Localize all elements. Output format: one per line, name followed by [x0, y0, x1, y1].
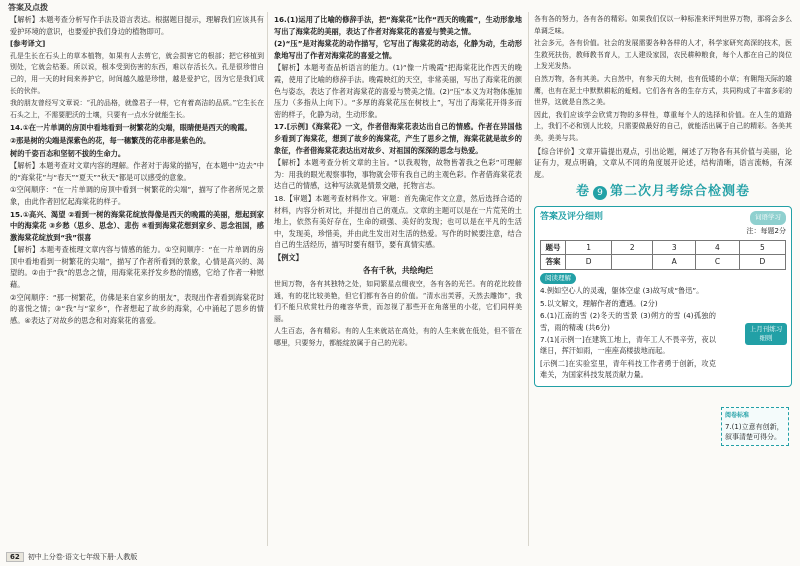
answer-cell: D — [566, 255, 612, 270]
answer-cell — [612, 255, 653, 270]
answer-box-header — [540, 211, 786, 225]
analysis-paragraph: ②空间顺序：“那一树繁花，仿佛是来自家乡的朋友”，表现出作者看到海棠花时的喜悦之情；③“我”与“家乡”，作者想起了故乡的海棠，心中涌起了思乡的情感。④表达了对故乡的思念和对海棠花的喜爱。 — [10, 292, 264, 325]
analysis-paragraph: 【解析】本题考查分析文章的主旨。“以我观物，故物皆著我之色彩”可理解为：用我的眼光观察事物，事物就会带有我自己的主观色彩。作者借海棠花表达自己的情感，这种写法就是情景交融，托物言志。 — [274, 158, 522, 191]
answer-item: 6.(1)江南的雪 (2)冬天的雪景 (3)朔方的雪 (4)孤独的雪，雨的精魂 (共6分) — [540, 311, 716, 332]
question-16-answer: 16.(1)运用了比喻的修辞手法，把“海棠花”比作“西天的晚霞”，生动形象地写出了海棠花的美丽，表达了作者对海棠花的喜爱与赞美之情。 — [274, 15, 522, 36]
answer-item: 7.(1)[示例一]在建筑工地上，青年工人不畏辛劳，夜以继日，挥汗如雨，一座座高楼拔地而起。 — [540, 334, 716, 356]
page-header: 答案及点拨 — [8, 3, 48, 12]
answer-box-badge: 词语学习 — [750, 211, 786, 225]
column-left — [10, 14, 264, 327]
essay-paragraph: 人生百态，各有精彩。有的人生来就站在高处，有的人生来就在低处，但不管在哪里，只要努力，都能绽放属于自己的光彩。 — [274, 327, 522, 348]
question-15-answer: 15.①高兴、渴望 ②看到一树的海棠花绽放得像是西天的晚霞的美丽，想起到家中的海棠花 ③乡愁（思乡、思念）、悲伤 ④看到海棠花想到家乡、思念祖国，感激海棠花绽放到“我”很喜 — [10, 209, 264, 242]
question-number-cell: 3 — [653, 240, 696, 255]
table-row — [541, 255, 786, 270]
essay-paragraph: 自然万物，各有其美。大自然中，有参天的大树，也有低矮的小草；有翱翔天际的雄鹰，也有在泥土中默默耕耘的蚯蚓。它们各有各的生存方式，共同构成了丰富多彩的世界，这就是自然之美。 — [534, 74, 792, 107]
score-note: 注：每题2分 — [746, 226, 786, 235]
column-divider — [267, 12, 268, 546]
column-middle — [274, 14, 522, 351]
banner-number: 9 — [593, 186, 607, 200]
banner-title: 第二次月考综合检测卷 — [610, 184, 751, 200]
book-title: 初中上分卷·语文七年级下册·人教版 — [27, 553, 138, 561]
analysis-paragraph: 【解析】本题考查分析写作手法及语言表达。根据题目提示，理解我们应该具有爱护环境的意识，也要爱护我们身边的植物即可。 — [10, 15, 264, 36]
question-number-cell: 4 — [696, 240, 739, 255]
side-tag: 上月刊练习细则 — [745, 323, 787, 345]
question-number-cell: 1 — [566, 240, 612, 255]
answer-cell: A — [653, 255, 696, 270]
answer-box-title: 答案及评分细则 — [540, 212, 604, 223]
answer-body — [540, 285, 716, 380]
table-header-cell: 题号 — [541, 240, 566, 255]
column-right — [534, 14, 792, 442]
essay-title: 各有千秋，共绘绚烂 — [362, 266, 434, 276]
question-number-cell: 5 — [739, 240, 785, 255]
answer-cell: C — [696, 255, 739, 270]
side-note-label: 阅卷标准 — [725, 412, 750, 420]
page-footer — [6, 552, 137, 562]
side-note-text: 7.(1)立意有创新，叙事清楚可得分。 — [725, 423, 784, 442]
essay-paragraph: 社会多元，各有价值。社会的发展需要各种各样的人才，科学家研究高深的技术，医生救死扶伤，教师教书育人，工人建设家园，农民耕种粮食，每个人都在自己的岗位上发光发热。 — [534, 39, 792, 71]
question-18-answer: 18.【审题】本题考查材料作文。审题：首先确定作文立意，然后选择合适的材料，内容分析对比，并提出自己的观点。文章的主题可以是在一片荒芜的土地上，依然有美好存在，生命的顽强、美好的发现；也可以是在平凡的生活中，发现美，珍惜美，并由此生发出对生活的热爱。写作的时候要注意，结合自己的生活经历，描写时要有细节，要有真情实感。 — [274, 193, 522, 250]
answer-item: [示例二]在实验室里，青年科技工作者勇于创新，攻克难关，为国家科技发展贡献力量。 — [540, 358, 716, 380]
question-16-answer: (2)“压”是对海棠花的动作描写，它写出了海棠花的动态，化静为动，生动形象地写出了作者对海棠花的喜爱之情。 — [274, 39, 522, 60]
table-row — [541, 240, 786, 255]
essay-paragraph: 因此，我们应该学会欣赏万物的多样性，尊重每个人的选择和价值。在人生的道路上，我们不必和别人比较，只需要做最好的自己，就能活出属于自己的精彩。各美其美，美美与共。 — [534, 110, 792, 142]
analysis-paragraph: ①空间顺序：“在一片单调的房顶中看到一树繁花的尖端”，描写了作者所见之景象，由此作者回忆起海棠花的样子。 — [10, 185, 264, 206]
exam-banner — [534, 186, 792, 200]
analysis-paragraph: 【解析】本题考查对文章内容的理解。作者对于海棠的描写，在本题中“边去”中的“海棠花”与“春天”“夏天”“秋天”都是可以感受的意象。 — [10, 161, 264, 182]
essay-paragraph: 世间万物，各有其独特之处，如同繁星点缀夜空，各有各的光芒。有的花比较普通，有的花比较美艳，但它们都有各自的价值。“清水出芙蓉，天然去雕饰”，我们不能只欣赏牡丹的雍容华贵，而忽视了那些开在角落里的小花，它们同样美丽。 — [274, 280, 522, 323]
translation-paragraph: 孔是生长在石头上的草本植物，如果有人去剪它，就会损害它的根部；把它移植到别处，它就会枯萎。所以说，根本受到伤害的东西，难以存活长久。孔是很珍惜自己的，用一天的时间来养护它，时间越久越是珍惜，越是爱护它，因为它是我们成长的伙伴。 — [10, 51, 264, 95]
example-label: 【例文】 — [274, 252, 303, 262]
answer-box — [534, 206, 792, 442]
analysis-paragraph: 【解析】本题考查品析语言的能力。(1)“像一片晚霞”把海棠花比作西天的晚霞，使用了比喻的修辞手法。晚霞映红的天空，非常美丽，写出了海棠花的颜色与姿态，表达了作者对海棠花的喜爱与赞美之情。(2)“压”本义为对物体施加压力（多指从上向下）。“多厚的海棠花压在树枝上”，写出了海棠花开得多而密的样子，化静为动，生动形象。 — [274, 63, 522, 119]
table-header-cell: 答案 — [541, 255, 566, 270]
answer-item: 4.例如空心人的灵魂，躯体空虚 (3)故写成“鲁迅”。 — [540, 286, 704, 296]
answer-cell: D — [739, 255, 785, 270]
overall-comment: 【综合评价】文章开篇提出观点，引出论题，阐述了万物各有其价值与美丽，论证有力，观点明确，文章从不同的角度展开论述，结构清晰，语言流畅，有深度。 — [534, 146, 792, 179]
translation-paragraph: 我的朋友曾经写文章说：“孔的品格，就像君子一样，它有着高洁的品质。”它生长在石头之上，不需要肥沃的土壤，只要有一点水分就能生长。 — [10, 99, 264, 119]
side-note — [721, 407, 789, 446]
page-number: 62 — [6, 552, 24, 562]
question-number-cell: 2 — [612, 240, 653, 255]
answer-table — [540, 240, 786, 270]
question-17-answer: 17.[示例]《海棠花》一文，作者借海棠花表达出自己的情感。作者在异国他乡看到了海棠花，想到了故乡的海棠花，产生了思乡之情，海棠花就是故乡的象征，作者借海棠花表达出对故乡、对祖国的深深的思念与热爱。 — [274, 122, 522, 155]
analysis-paragraph: 【解析】本题考查梳理文章内容与情感的能力。①空间顺序：“在一片单调的房顶中看地看到一树繁花的尖端”，描写了作者所看到的景象，心情是高兴的、渴望的。②由于“我”的思念之情，用海棠花来抒发乡愁的情感，它给了作者一种慰藉。 — [10, 245, 264, 290]
column-divider — [528, 12, 529, 546]
reference-title: [参考译文] — [10, 39, 46, 49]
banner-prefix: 卷 — [575, 184, 590, 200]
essay-paragraph: 各有各的努力，各有各的精彩。如果我们仅以一种标准来评判世界万物，那将会多么单调乏味。 — [534, 15, 792, 35]
question-14-answer: 树的千姿百态和坚韧不拔的生命力。 — [10, 148, 126, 158]
section-pill: 阅读理解 — [540, 273, 576, 285]
question-14-answer: ②那是树的尖端是深紫色的花，每一穗繁茂的花串都是紫色的。 — [10, 135, 211, 145]
question-14-answer: 14.①在一片单调的房顶中看地看到一树繁花的尖端，眼睛便是西天的晚霞。 — [10, 123, 252, 133]
answer-item: 5.以文解文，理解作者的遭遇。(2分) — [540, 298, 658, 308]
